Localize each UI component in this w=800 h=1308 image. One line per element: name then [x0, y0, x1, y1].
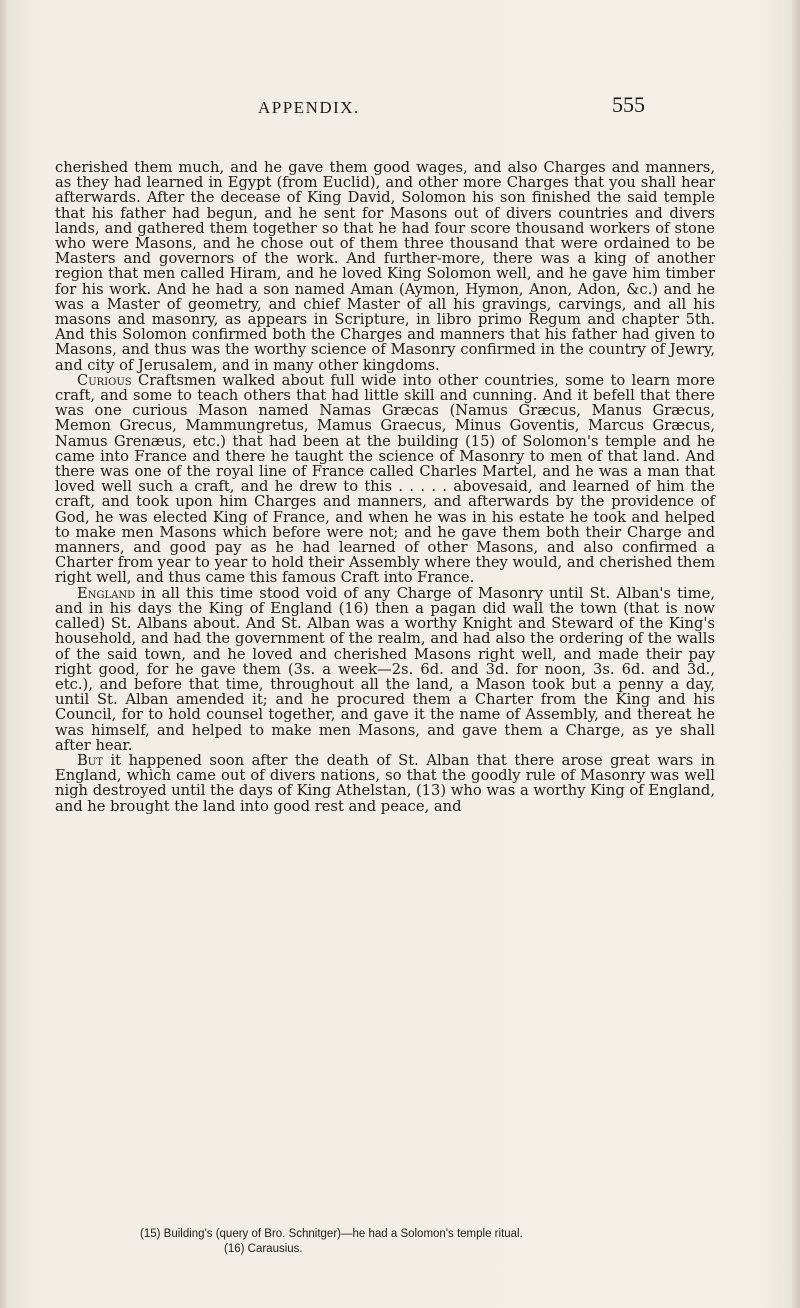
paragraph-lead-word: Curious — [77, 371, 132, 389]
footnote-15: (15) Building's (query of Bro. Schnitger)—he had a Solomon's temple ritual. — [140, 1228, 523, 1240]
page-edge-shadow-right — [790, 0, 800, 1308]
page-edge-shadow-left — [0, 0, 8, 1308]
page-header — [0, 92, 800, 138]
footnotes — [140, 1227, 700, 1257]
paragraph-england — [55, 586, 715, 753]
paragraph-text: it happened soon after the death of St. Alban that there arose great wars in England, which came out of divers nations, so that the goodly rule of Masonry was well nigh destroyed until the days of King Athelstan, (13) who was a worthy King of England, and he brought the land into good rest and peace, and — [55, 751, 715, 815]
paragraph-solomon-temple: cherished them much, and he gave them good wages, and also Charges and manners, as they had learned in Egypt (from Euclid), and other more Charges that you shall hear afterwards. After the decease of King David, Solomon his son finished the said temple that his father had begun, and he sent for Masons out of divers countries and divers lands, and gathered them together so that he had four score thousand workers of stone who were Masons, and he chose out of them three thousand that were ordained to be Masters and governors of the work. And further-more, there was a king of another region that men called Hiram, and he loved King Solomon well, and he gave him timber for his work. And he had a son named Aman (Aymon, Hymon, Anon, Adon, &c.) and he was a Master of geometry, and chief Master of all his gravings, carvings, and all his masons and masonry, as appears in Scripture, in libro primo Regum and chapter 5th. And this Solomon confirmed both the Charges and manners that his father had given to Masons, and thus was the worthy science of Masonry confirmed in the country of Jewry, and city of Jerusalem, and in many other kingdoms. — [55, 159, 715, 374]
footnote-16: (16) Carausius. — [224, 1243, 303, 1255]
paragraph-curious-craftsmen — [55, 373, 715, 586]
body-text — [55, 160, 715, 814]
paragraph-lead-word: England — [77, 584, 136, 602]
paragraph-text: in all this time stood void of any Charge of Masonry until St. Alban's time, and in his days the King of England (16) then a pagan did wall the town (that is now called) St. Albans about. And St. Alban was a worthy Knight and Steward of the King's household, and had the government of the realm, and had also the ordering of the walls of the said town, and he loved and cherished Masons right well, and made their pay right good, for he gave them (3s. a week—2s. 6d. and 3d. for noon, 3s. 6d. and 3d., etc.), and before that time, throughout all the land, a Mason took but a penny a day, until St. Alban amended it; and he procured them a Charter from the King and his Council, for to hold counsel together, and gave it the name of Assembly, and thereat he was himself, and helped to make men Masons, and gave them a Charge, as ye shall after hear. — [55, 584, 715, 754]
paragraph-after-st-alban — [55, 753, 715, 814]
page-number: 555 — [612, 92, 645, 117]
paragraph-text: Craftsmen walked about full wide into other countries, some to learn more craft, and some to teach others that had little skill and cunning. And it befell that there was one curious Mason named Namas Græcas (Namus Græcus, Manus Græcus, Memon Grecus, Mammungretus, Mamus Graecus, Minus Goventis, Marcus Græcus, Namus Grenæus, etc.) that had been at the building (15) of Solomon's temple and he came into France and there he taught the science of Masonry to men of that land. And there was one of the royal line of France called Charles Martel, and he was a man that loved well such a craft, and he drew to this . . . . . abovesaid, and learned of him the craft, and took upon him Charges and manners, and afterwards by the providence of God, he was elected King of France, and when he was in his estate he took and helped to make men Masons which before were not; and he gave them both their Charge and manners, and good pay as he had learned of other Masons, and also confirmed a Charter from year to year to hold their Assembly where they would, and cherished them right well, and thus came this famous Craft into France. — [55, 371, 715, 587]
running-head: APPENDIX. — [258, 98, 360, 117]
paragraph-lead-word: But — [77, 751, 103, 769]
